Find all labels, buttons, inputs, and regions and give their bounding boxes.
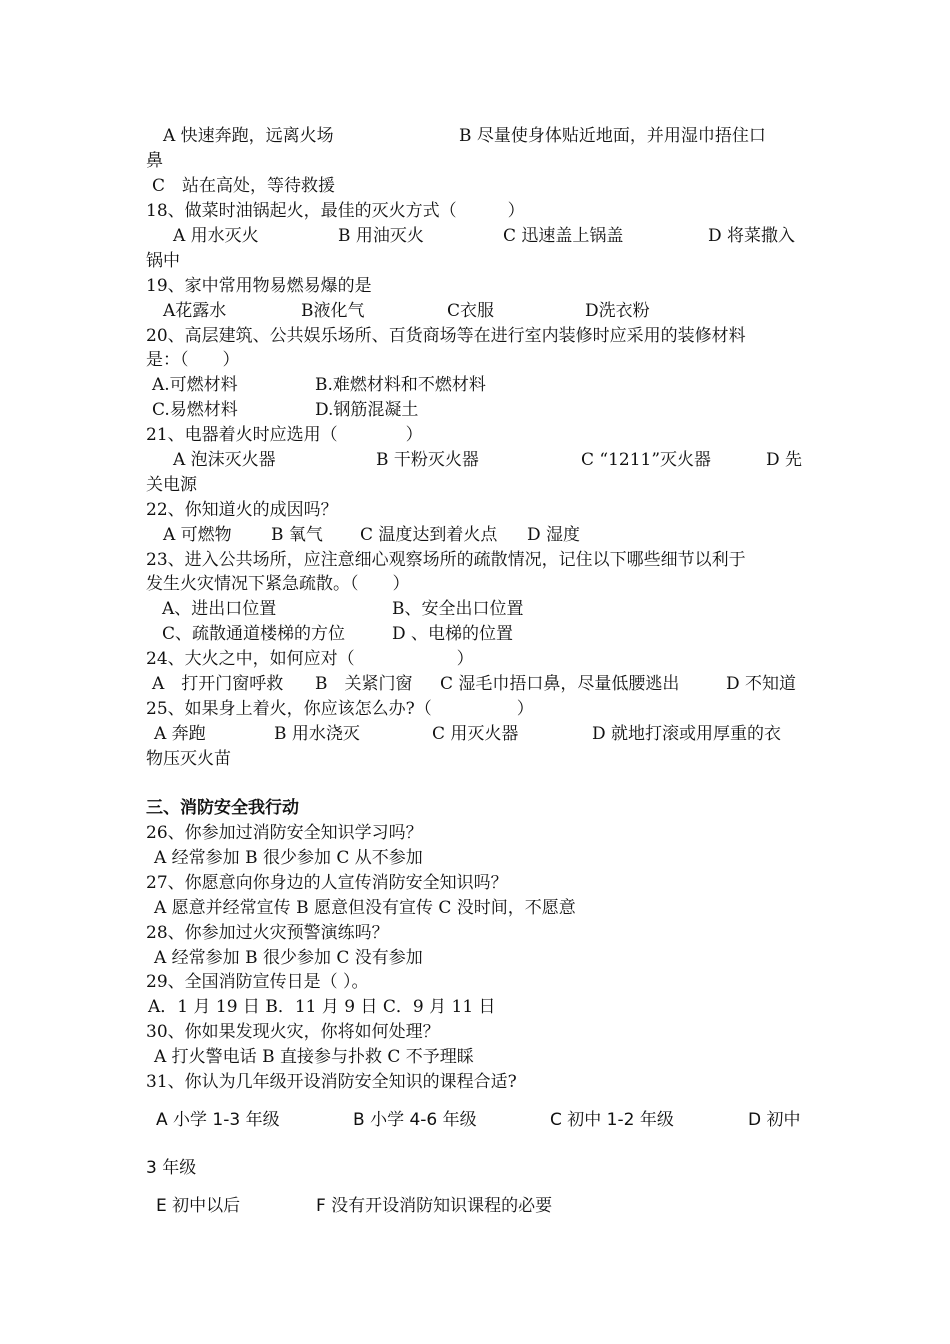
q31-question: 31、你认为几年级开设消防安全知识的课程合适? [146,1072,517,1092]
q19-option-d: D洗衣粉 [585,301,650,321]
q23-question: 23、进入公共场所，应注意细心观察场所的疏散情况，记住以下哪些细节以利于 [146,550,746,570]
q18-question: 18、做菜时油锅起火，最佳的灭火方式（ ） [146,201,525,221]
q24-option-a: A 打开门窗呼救 [152,674,284,694]
q23-question-continued: 发生火灾情况下紧急疏散。（ ） [146,574,410,594]
q20-question: 20、高层建筑、公共娱乐场所、百货商场等在进行室内装修时应采用的装修材料 [146,326,746,346]
q19-options [146,299,808,323]
q31-options-line-1 [146,1108,808,1132]
q25-question: 25、如果身上着火，你应该怎么办?（ ） [146,699,534,719]
q20-options-line-2 [146,398,808,422]
q21-option-c: C “1211”灭火器 [581,450,712,470]
q20-question-continued: 是：（ ） [146,350,240,370]
q25-option-d-continued: 物压灭火苗 [146,749,231,769]
q31-option-b: B 小学 4-6 年级 [353,1110,477,1130]
q28-option-list: A 经常参加 B 很少参加 C 没有参加 [154,948,423,968]
q18-option-d-continued: 锅中 [146,251,180,271]
q26-options [146,846,808,870]
q22-option-c: C 温度达到着火点 [360,525,498,545]
q17-options-line-3 [146,174,808,198]
q20-options-line-1 [146,373,808,397]
q31-option-d-continued: 3 年级 [146,1158,197,1178]
q24-stem [146,647,808,671]
q17-option-b: B 尽量使身体贴近地面，并用湿巾捂住口 [459,126,766,146]
q30-question: 30、你如果发现火灾，你将如何处理？ [146,1022,440,1042]
q24-question: 24、大火之中，如何应对（ ） [146,649,474,669]
q23-option-a: A、进出口位置 [162,599,277,619]
q25-option-a: A 奔跑 [154,724,206,744]
q31-stem [146,1070,808,1094]
q24-option-c: C 湿毛巾捂口鼻，尽量低腰逃出 [440,674,680,694]
q24-option-d: D 不知道 [726,674,797,694]
q22-option-d: D 湿度 [527,525,581,545]
q21-stem [146,423,808,447]
q18-options [146,224,808,248]
q21-option-d-continued: 关电源 [146,475,197,495]
q21-option-b: B 干粉灭火器 [376,450,479,470]
q31-options-line-2 [146,1156,808,1180]
q22-option-b: B 氧气 [271,525,323,545]
q31-option-c: C 初中 1-2 年级 [550,1110,674,1130]
q18-option-d: D 将菜撒入 [708,226,796,246]
q23-option-c: C、疏散通道楼梯的方位 [162,624,346,644]
q17-options-line-2 [146,149,808,173]
q25-options [146,722,808,746]
q25-option-c: C 用灭火器 [432,724,519,744]
q29-question: 29、全国消防宣传日是（ ）。 [146,972,369,992]
q19-option-c: C衣服 [447,301,495,321]
q29-option-list: A．1 月 19 日 B．11 月 9 日 C．9 月 11 日 [148,997,496,1017]
q31-option-a: A 小学 1-3 年级 [156,1110,280,1130]
q21-options [146,448,808,472]
q17-option-b-continued: 鼻 [146,151,163,171]
q31-option-d: D 初中 [748,1110,801,1130]
section-3-title: 三、消防安全我行动 [146,798,299,818]
q26-question: 26、你参加过消防安全知识学习吗？ [146,823,423,843]
q29-stem [146,970,808,994]
q27-option-list: A 愿意并经常宣传 B 愿意但没有宣传 C 没时间，不愿意 [154,898,576,918]
q20-option-a: A.可燃材料 [152,375,238,395]
q31-option-e: E 初中以后 [156,1196,241,1216]
q24-option-b: B 关紧门窗 [315,674,413,694]
q19-option-a: A花露水 [163,301,227,321]
q21-options-continued [146,473,808,497]
q20-option-c: C.易燃材料 [152,400,238,420]
q18-options-continued [146,249,808,273]
q17-option-a: A 快速奔跑，远离火场 [163,126,334,146]
q28-stem [146,921,808,945]
q26-option-list: A 经常参加 B 很少参加 C 从不参加 [154,848,423,868]
q20-stem-continued [146,348,808,372]
q23-options-line-2 [146,622,808,646]
q30-options [146,1045,808,1069]
q19-question: 19、家中常用物易燃易爆的是 [146,276,372,296]
q22-option-a: A 可燃物 [163,525,232,545]
q31-option-f: F 没有开设消防知识课程的必要 [316,1196,553,1216]
q25-stem [146,697,808,721]
q24-options [146,672,808,696]
q17-options-line-1 [146,124,808,148]
q30-option-list: A 打火警电话 B 直接参与扑救 C 不予理睬 [154,1047,474,1067]
q19-stem [146,274,808,298]
q25-options-continued [146,747,808,771]
q23-option-b: B、安全出口位置 [392,599,524,619]
q20-stem [146,324,808,348]
q22-options [146,523,808,547]
q21-question: 21、电器着火时应选用（ ） [146,425,423,445]
q25-option-d: D 就地打滚或用厚重的衣 [592,724,782,744]
q19-option-b: B液化气 [301,301,365,321]
q18-option-b: B 用油灭火 [338,226,424,246]
q23-options-line-1 [146,597,808,621]
q23-option-d: D 、电梯的位置 [392,624,514,644]
q18-option-c: C 迅速盖上锅盖 [503,226,624,246]
q28-question: 28、你参加过火灾预警演练吗？ [146,923,389,943]
q26-stem [146,821,808,845]
q28-options [146,946,808,970]
q22-stem [146,498,808,522]
q17-option-c: C 站在高处，等待救援 [152,176,336,196]
q31-options-line-3 [146,1194,808,1218]
q21-option-d: D 先 [766,450,803,470]
q21-option-a: A 泡沫灭火器 [173,450,276,470]
q18-option-a: A 用水灭火 [173,226,259,246]
q27-options [146,896,808,920]
q29-options [146,995,808,1019]
q23-stem [146,548,808,572]
section-3-heading [146,796,808,820]
q20-option-b: B.难燃材料和不燃材料 [315,375,486,395]
q22-question: 22、你知道火的成因吗？ [146,500,338,520]
q18-stem [146,199,808,223]
q25-option-b: B 用水浇灭 [274,724,360,744]
q27-stem [146,871,808,895]
q30-stem [146,1020,808,1044]
q20-option-d: D.钢筋混凝土 [315,400,419,420]
q27-question: 27、你愿意向你身边的人宣传消防安全知识吗？ [146,873,508,893]
q23-stem-continued [146,572,808,596]
